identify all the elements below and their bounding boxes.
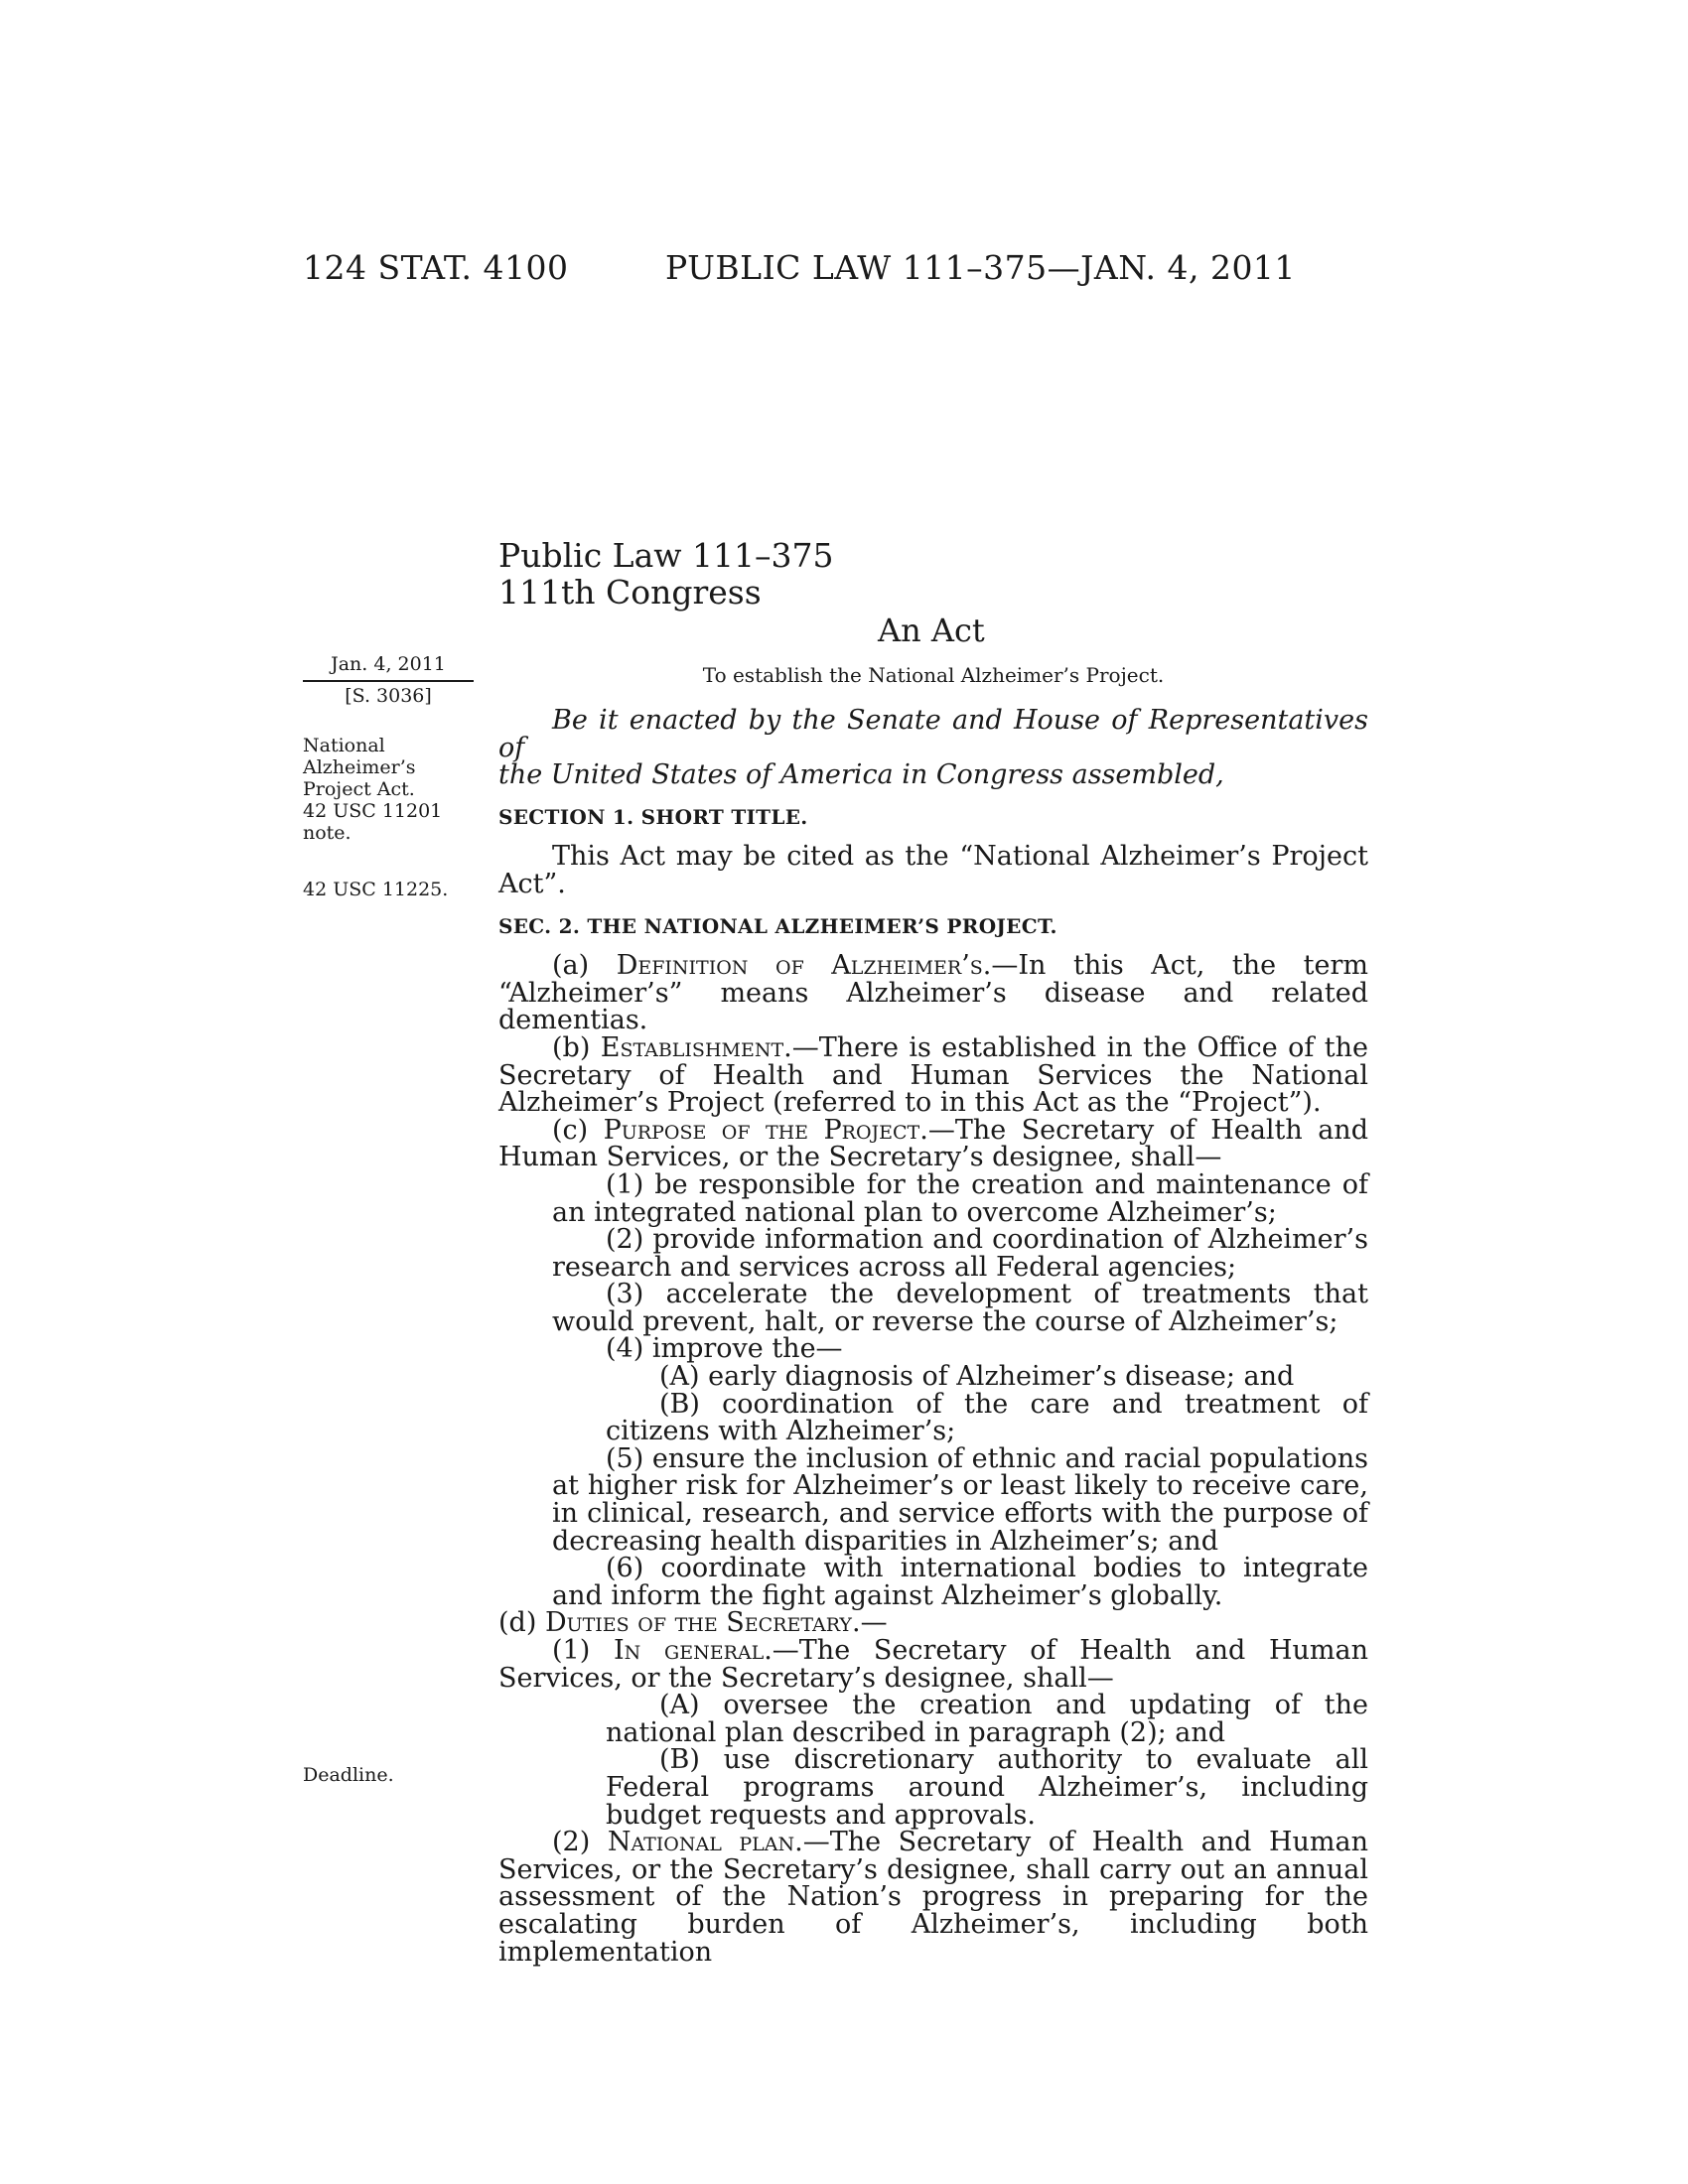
act-title: An Act	[878, 612, 985, 649]
paragraph-c5: (5) ensure the inclusion of ethnic and racial populations at higher risk for Alzheimer’s or least likely to receive care, in clinical, research, and service efforts with the purpose of decreasing health disparities in Alzheimer’s; and	[552, 1442, 1368, 1557]
enacting-clause-line1: Be it enacted by the Senate and House of Representatives of	[498, 705, 1368, 763]
subsection-a: (a) Definition of Alzheimer’s.—In this Act, the term “Alzheimer’s” means Alzheimer’s disease and related dementias.	[498, 950, 1368, 1036]
section1-body: This Act may be cited as the “National Alzheimer’s Project Act”.	[498, 841, 1368, 899]
margin-divider	[303, 680, 474, 682]
subparagraph-d1a: (A) oversee the creation and updating of the national plan described in paragraph (2); and	[606, 1690, 1368, 1748]
subparagraph-c4b: (B) coordination of the care and treatment of citizens with Alzheimer’s;	[606, 1388, 1368, 1447]
congress-number: 111th Congress	[498, 573, 762, 612]
section2-heading: SEC. 2. THE NATIONAL ALZHEIMER’S PROJECT.	[498, 913, 1057, 938]
subsection-c: (c) Purpose of the Project.—The Secretary of Health and Human Services, or the Secretary’s designee, shall—	[498, 1114, 1368, 1173]
page-stat-number: 124 STAT. 4100	[303, 248, 569, 287]
subparagraph-d1b: (B) use discretionary authority to evaluate all Federal programs around Alzheimer’s, including budget requests and approvals.	[606, 1744, 1368, 1831]
paragraph-c2: (2) provide information and coordination of Alzheimer’s research and services across all Federal agencies;	[552, 1224, 1368, 1283]
paragraph-d2: (2) National plan.—The Secretary of Health and Human Services, or the Secretary’s designee, shall carry out an annual assessment of the Nation’s progress in preparing for the escalating burden of Alzheimer’s, including both implementation	[498, 1827, 1369, 1968]
act-body	[498, 707, 1368, 1966]
margin-date: Jan. 4, 2011	[331, 653, 446, 675]
act-purpose: To establish the National Alzheimer’s Project.	[702, 663, 1165, 687]
section1-heading: SECTION 1. SHORT TITLE.	[498, 804, 808, 829]
running-header: PUBLIC LAW 111–375—JAN. 4, 2011	[665, 248, 1296, 287]
paragraph-c4: (4) improve the—	[606, 1333, 843, 1365]
margin-note-usc: 42 USC 11225.	[303, 879, 449, 900]
paragraph-d1: (1) In general.—The Secretary of Health and Human Services, or the Secretary’s designee, shall—	[498, 1635, 1369, 1694]
subsection-d: (d) Duties of the Secretary.—	[498, 1607, 888, 1639]
public-law-number: Public Law 111–375	[498, 536, 834, 575]
subsection-b: (b) Establishment.—There is established in the Office of the Secretary of Health and Human Services the National Alzheimer’s Project (referred to in this Act as the “Project”).	[498, 1031, 1368, 1119]
enacting-clause-line2: the United States of America in Congress assembled,	[498, 759, 1224, 791]
paragraph-c6: (6) coordinate with international bodies to integrate and inform the fight against Alzheimer’s globally.	[552, 1553, 1368, 1611]
paragraph-c1: (1) be responsible for the creation and maintenance of an integrated national plan to overcome Alzheimer’s;	[552, 1168, 1368, 1228]
paragraph-c3: (3) accelerate the development of treatments that would prevent, halt, or reverse the course of Alzheimer’s;	[552, 1279, 1368, 1337]
subparagraph-c4a: (A) early diagnosis of Alzheimer’s disease; and	[659, 1361, 1295, 1393]
margin-note-short-title: National Alzheimer’s Project Act. 42 USC 11201 note.	[303, 735, 443, 844]
margin-note-deadline: Deadline.	[303, 1764, 394, 1786]
margin-bill-number: [S. 3036]	[345, 685, 432, 707]
